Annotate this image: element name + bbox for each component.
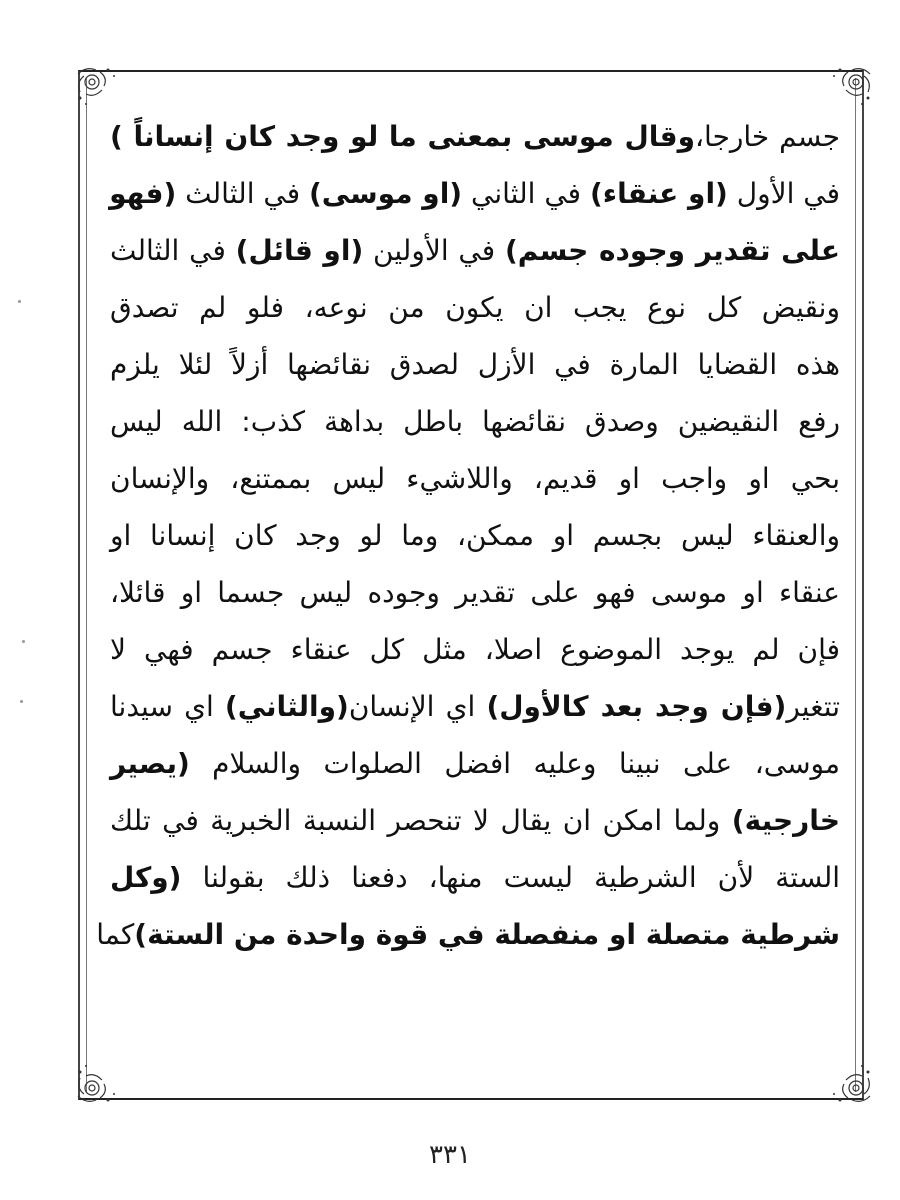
text-line bbox=[110, 279, 840, 336]
bold-matn-segment: (او قائل) bbox=[235, 234, 364, 267]
text-line bbox=[96, 906, 840, 963]
text-line bbox=[110, 450, 840, 507]
commentary-segment: رفع النقيضين وصدق نقائضها باطل بداهة كذب: الله ليس bbox=[110, 405, 840, 438]
commentary-segment: بحي او واجب او قديم، واللاشيء ليس بممتنع، والإنسان bbox=[110, 462, 840, 495]
bold-matn-segment: (او موسى) bbox=[309, 177, 463, 210]
bold-matn-segment: (والثاني) bbox=[224, 690, 349, 723]
commentary-segment: والعنقاء ليس بجسم او ممكن، وما لو وجد كان إنسانا او bbox=[110, 519, 840, 552]
text-line bbox=[110, 564, 840, 621]
commentary-segment: فإن لم يوجد الموضوع اصلا، مثل كل عنقاء جسم فهي لا bbox=[110, 633, 840, 666]
commentary-segment: موسى، على نبينا وعليه افضل الصلوات والسلام bbox=[189, 747, 840, 780]
commentary-segment: الستة لأن الشرطية ليست منها، دفعنا ذلك بقولنا bbox=[181, 861, 840, 894]
corner-ornament-bottom-right bbox=[818, 1050, 874, 1106]
bold-matn-segment: (فهو bbox=[109, 177, 177, 210]
text-line bbox=[110, 792, 840, 849]
scan-speck bbox=[22, 640, 25, 643]
bold-matn-segment: على تقدير وجوده جسم) bbox=[504, 234, 840, 267]
commentary-segment: تتغير bbox=[786, 690, 841, 723]
text-line bbox=[110, 621, 840, 678]
text-line bbox=[110, 165, 840, 222]
text-line bbox=[110, 678, 840, 735]
text-line bbox=[110, 735, 840, 792]
bold-matn-segment: (او عنقاء) bbox=[589, 177, 728, 210]
text-line bbox=[110, 108, 840, 165]
text-line bbox=[110, 222, 840, 279]
bold-matn-segment: خارجية) bbox=[731, 804, 840, 837]
commentary-segment: اي سيدنا bbox=[110, 690, 225, 723]
scan-speck bbox=[18, 300, 21, 303]
page-number: ٣٣١ bbox=[429, 1140, 471, 1170]
commentary-segment: في الأول bbox=[727, 177, 840, 210]
commentary-segment: ونقيض كل نوع يجب ان يكون من نوعه، فلو لم تصدق bbox=[110, 291, 840, 324]
bold-matn-segment: (وكل bbox=[110, 861, 182, 894]
commentary-segment: في الثالث bbox=[110, 234, 236, 267]
commentary-segment: هذه القضايا المارة في الأزل لصدق نقائضها أزلاً لئلا يلزم bbox=[110, 348, 840, 381]
scan-speck bbox=[20, 700, 23, 703]
bold-matn-segment: شرطية متصلة او منفصلة في قوة واحدة من الستة) bbox=[134, 918, 840, 951]
body-text bbox=[96, 108, 841, 963]
text-line bbox=[110, 507, 840, 564]
commentary-segment: في الأولين bbox=[363, 234, 505, 267]
text-line bbox=[110, 336, 840, 393]
commentary-segment: جسم خارجا، bbox=[695, 120, 841, 153]
commentary-segment: في الثالث bbox=[176, 177, 309, 210]
commentary-segment: في الثاني bbox=[462, 177, 590, 210]
text-line bbox=[110, 393, 840, 450]
commentary-segment: ولما امكن ان يقال لا تنحصر النسبة الخبرية في تلك bbox=[110, 804, 732, 837]
commentary-segment: عنقاء او موسى فهو على تقدير وجوده ليس جسما او قائلا، bbox=[110, 576, 840, 609]
bold-matn-segment: (يصير bbox=[110, 747, 190, 780]
corner-ornament-bottom-left bbox=[74, 1050, 130, 1106]
commentary-segment: اي الإنسان bbox=[348, 690, 487, 723]
text-line bbox=[110, 849, 840, 906]
commentary-segment: كما bbox=[96, 918, 135, 951]
bold-matn-segment: وقال موسى بمعنى ما لو وجد كان إنساناً ) bbox=[110, 120, 695, 153]
bold-matn-segment: (فإن وجد بعد كالأول) bbox=[486, 690, 787, 723]
